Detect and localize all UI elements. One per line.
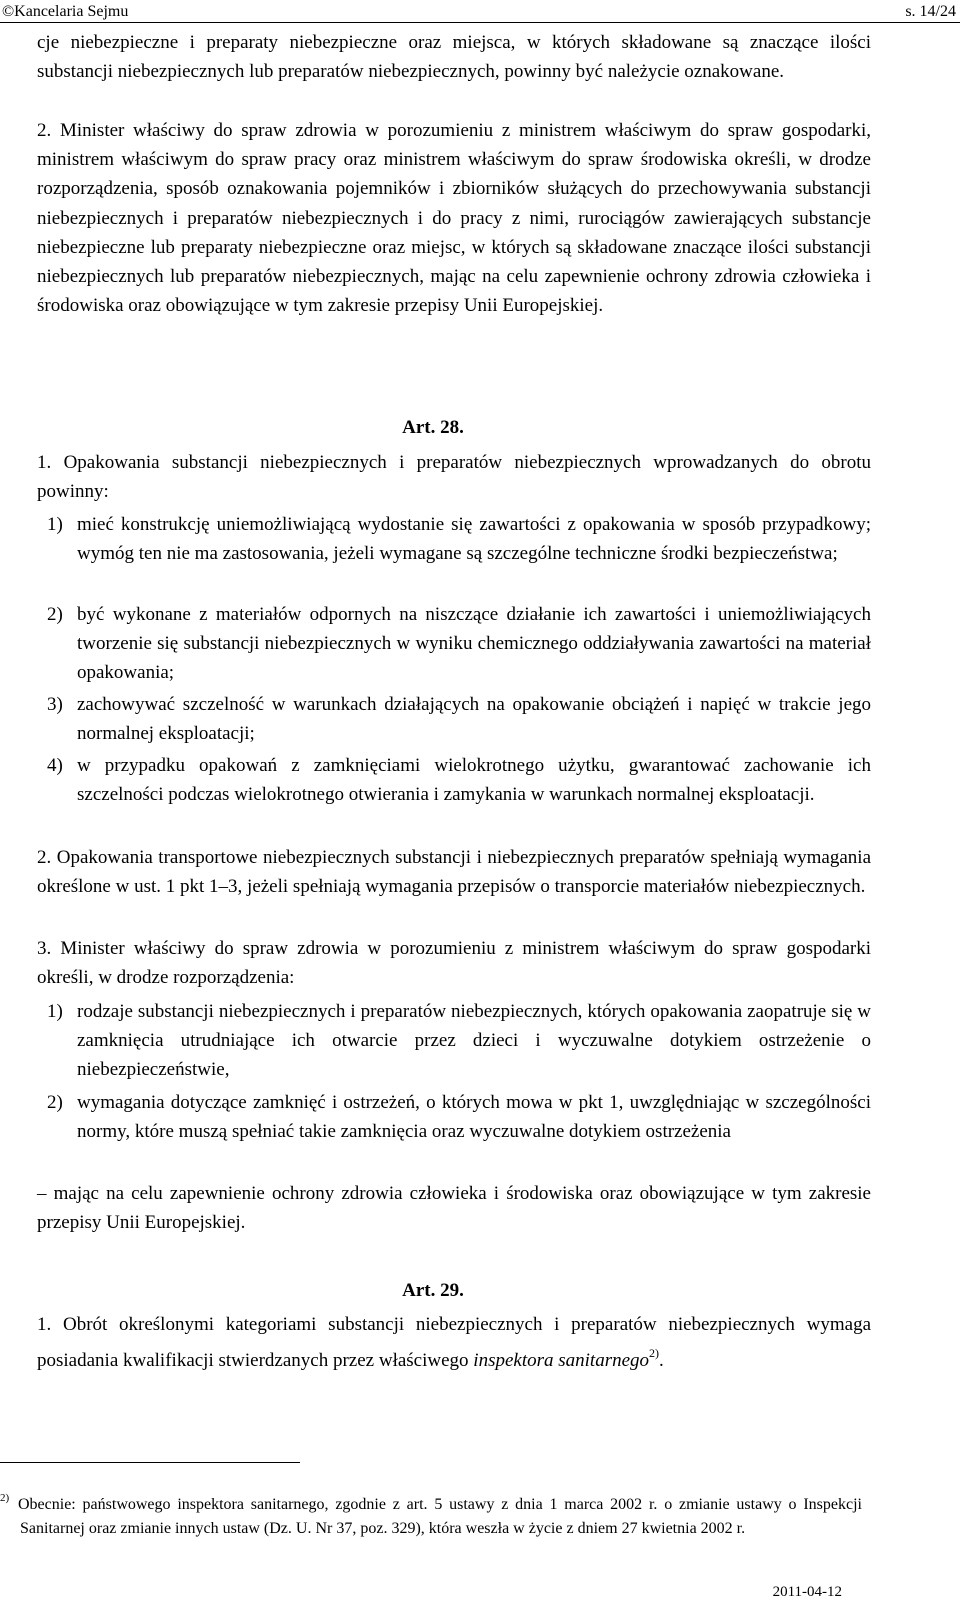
item-text: być wykonane z materiałów odpornych na niszczące działanie ich zawartości i uniemożliwiających tworzenie się substancji niebezpiecznych w wyniku chemicznego oddziaływania zawartości na materiał opakowania; [77,604,871,684]
art29-p1-number: 1. [37,1314,52,1335]
footnote-text: Obecnie: państwowego inspektora sanitarnego, zgodnie z art. 5 ustawy z dnia 1 marca 2002 r. o zmianie ustawy o Inspekcji Sanitarnej oraz zmianie innych ustaw (Dz. U. Nr 37, poz. 329), która weszła w życie z dniem 27 kwietnia 2002 r. [18,1496,862,1537]
art28-p2-number: 2. [37,847,52,868]
art28-p1-item-4 [47,751,871,809]
item-number: 1) [47,514,63,535]
header-page-number: s. 14/24 [905,3,956,20]
art29-p1-end: . [659,1350,664,1372]
art29-p1-text: Obrót określonymi kategoriami substancji niebezpiecznych i preparatów niebezpiecznych wymaga posiadania kwalifikacji stwierdzanych przez właściwego [37,1314,872,1372]
document-date: 2011-04-12 [772,1584,842,1600]
art28-p3-text: Minister właściwy do spraw zdrowia w porozumieniu z ministrem właściwym do spraw gospodarki określi, w drodze rozporządzenia: [37,938,872,989]
item-number: 1) [47,1001,63,1022]
art28-p1-item-3 [47,690,871,748]
header-rule [0,22,960,23]
item-text: rodzaje substancji niebezpiecznych i preparatów niebezpiecznych, których opakowania zaopatruje się w zamknięcia utrudniające ich otwarcie przez dzieci i wyczuwalne dotykiem ostrzeżenie o niebezpieczeństwie, [77,1001,871,1081]
item-number: 4) [47,755,63,776]
art28-p3-number: 3. [37,938,52,959]
art28-paragraph-2 [37,843,871,901]
header-left: ©Kancelaria Sejmu [2,3,129,20]
art28-paragraph-1 [37,448,871,506]
art28-p3-closing: – mając na celu zapewnienie ochrony zdrowia człowieka i środowiska oraz obowiązujące w tym zakresie przepisy Unii Europejskiej. [37,1183,871,1234]
paragraph-2-number: 2. [37,120,52,141]
footnote-mark: 2) [0,1492,10,1504]
footnote-reference[interactable]: 2) [649,1346,660,1361]
art28-p3-item-2 [47,1088,871,1146]
item-number: 3) [47,694,63,715]
article-29-title: Art. 29. [402,1280,464,1301]
paragraph-2 [37,116,871,320]
item-number: 2) [47,1092,63,1113]
art28-p2-text: Opakowania transportowe niebezpiecznych substancji i niebezpiecznych preparatów spełniają wymagania określone w ust. 1 pkt 1–3, jeżeli spełniają wymagania przepisów o transporcie materiałów niebezpiecznych. [37,847,872,898]
article-28-title: Art. 28. [402,417,464,438]
paragraph-2-text: Minister właściwy do spraw zdrowia w porozumieniu z ministrem właściwym do spraw gospodarki, ministrem właściwym do spraw pracy oraz ministrem właściwym do spraw środowiska określi, w drodze rozporządzenia, sposób oznakowania pojemników i zbiorników służących do przechowywania substancji niebezpiecznych i preparatów niebezpiecznych i do pracy z nimi, rurociągów zawierających substancje niebezpieczne lub preparaty niebezpieczne oraz miejsc, w których są składowane znaczące ilości substancji niebezpiecznych lub preparatów niebezpiecznych, mając na celu zapewnienie ochrony zdrowia człowieka i środowiska oraz obowiązujące w tym zakresie przepisy Unii Europejskiej. [37,120,872,317]
art28-p3-item-1 [47,997,871,1085]
item-text: w przypadku opakowań z zamknięciami wielokrotnego użytku, gwarantować zachowanie ich szczelności podczas wielokrotnego otwierania i zamykania w warunkach normalnej eksploatacji. [77,755,871,806]
art28-p1-text: Opakowania substancji niebezpiecznych i preparatów niebezpiecznych wprowadzanych do obrotu powinny: [37,452,872,503]
continuation-paragraph: cje niebezpieczne i preparaty niebezpieczne oraz miejsca, w których składowane są znaczące ilości substancji niebezpiecznych lub preparatów niebezpiecznych, powinny być należycie oznakowane. [37,32,871,83]
footnote-rule [0,1462,300,1463]
art28-p1-item-1 [47,510,871,568]
item-text: mieć konstrukcję uniemożliwiającą wydostanie się zawartości z opakowania w sposób przypadkowy; wymóg ten nie ma zastosowania, jeżeli wymagane są szczególne techniczne środki bezpieczeństwa; [77,514,871,565]
art28-p1-number: 1. [37,452,52,473]
art29-p1-italic: inspektora sanitarnego [473,1350,650,1372]
item-text: zachowywać szczelność w warunkach działających na opakowanie obciążeń i napięć w trakcie jego normalnej eksploatacji; [77,694,871,745]
item-number: 2) [47,604,63,625]
footnote [0,1486,862,1541]
art29-paragraph-1 [37,1310,871,1375]
art28-paragraph-3 [37,934,871,992]
art28-p1-item-2 [47,600,871,688]
item-text: wymagania dotyczące zamknięć i ostrzeżeń, o których mowa w pkt 1, uwzględniając w szczególności normy, które muszą spełniać takie zamknięcia oraz wyczuwalne dotykiem ostrzeżenia [77,1092,871,1143]
